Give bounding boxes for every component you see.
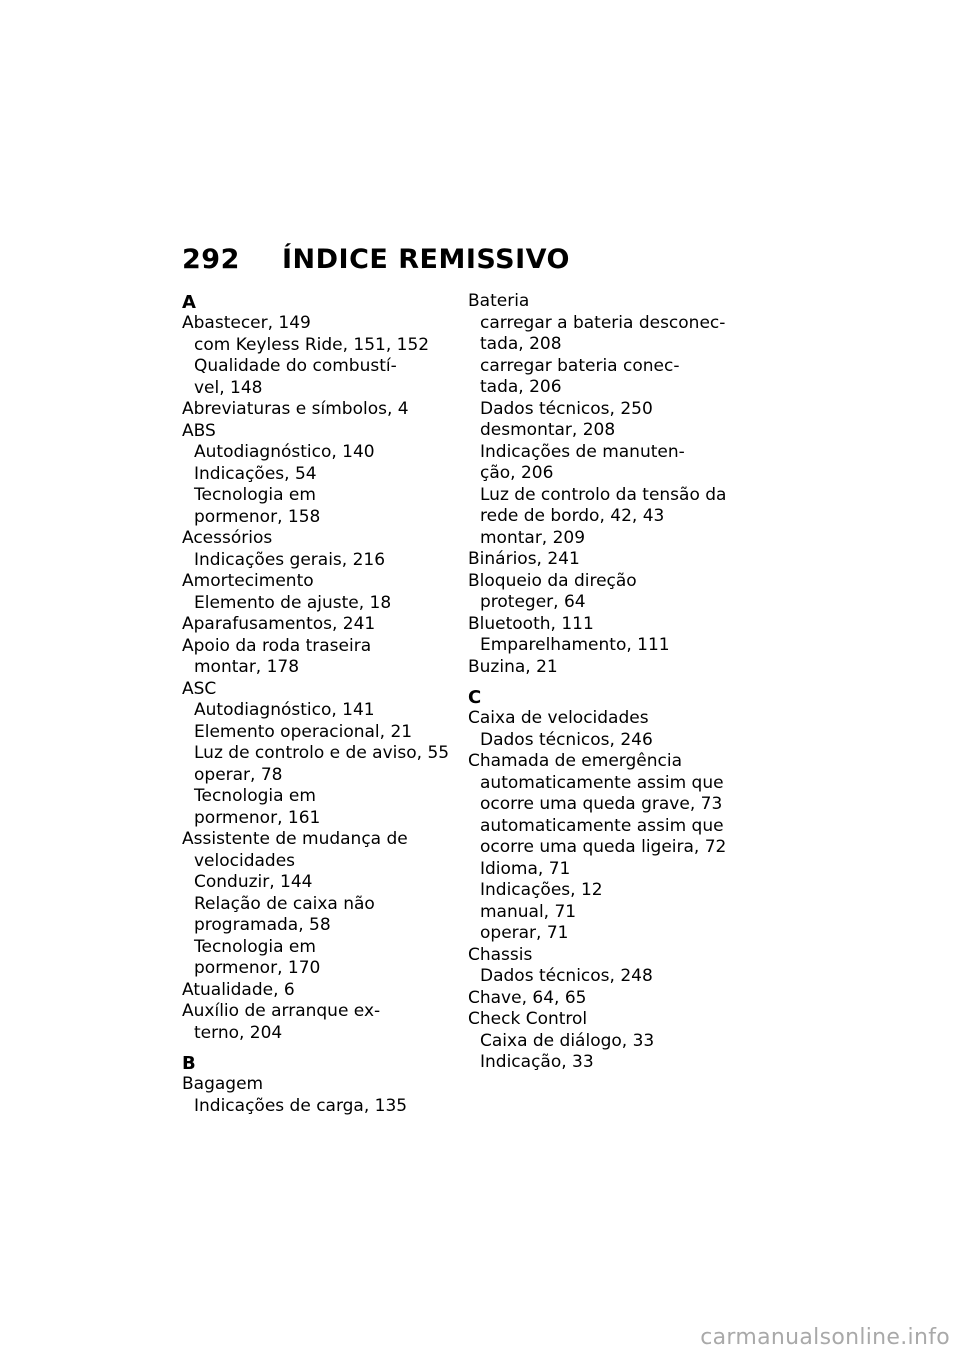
index-subentry: pormenor, 161 bbox=[194, 807, 321, 828]
index-entry: Auxílio de arranque ex- bbox=[182, 1001, 381, 1021]
index-subentry: ocorre uma queda grave, 73 bbox=[480, 794, 723, 814]
index-subentry: automaticamente assim que bbox=[480, 772, 724, 793]
index-column-left bbox=[182, 291, 457, 1117]
index-section-letter: C bbox=[468, 687, 482, 708]
index-entry: Atualidade, 6 bbox=[182, 979, 295, 1000]
index-entry: Bluetooth, 111 bbox=[468, 613, 594, 634]
page-number: 292 bbox=[182, 244, 240, 275]
index-subentry: Dados técnicos, 246 bbox=[480, 729, 653, 750]
index-subentry: pormenor, 170 bbox=[194, 958, 321, 978]
index-entry: Caixa de velocidades bbox=[468, 708, 649, 728]
index-subentry: ocorre uma queda ligeira, 72 bbox=[480, 837, 727, 857]
index-subentry: Tecnologia em bbox=[194, 786, 316, 806]
index-entry: Bagagem bbox=[182, 1074, 264, 1094]
index-entry: ASC bbox=[182, 678, 217, 699]
index-subentry: operar, 78 bbox=[194, 764, 283, 785]
index-subentry: pormenor, 158 bbox=[194, 506, 321, 527]
index-subentry: Luz de controlo e de aviso, 55 bbox=[194, 743, 450, 763]
index-subentry: Luz de controlo da tensão da bbox=[480, 484, 727, 505]
index-subentry: Elemento operacional, 21 bbox=[194, 721, 413, 742]
index-entry: Chave, 64, 65 bbox=[468, 987, 587, 1008]
index-subentry: Qualidade do combustí- bbox=[194, 356, 397, 376]
index-subentry: Elemento de ajuste, 18 bbox=[194, 592, 392, 613]
index-subentry: carregar a bateria desconec- bbox=[480, 312, 726, 333]
index-entry: ABS bbox=[182, 420, 216, 441]
index-subentry: Conduzir, 144 bbox=[194, 872, 313, 892]
index-subentry: manual, 71 bbox=[480, 901, 577, 922]
index-subentry: montar, 178 bbox=[194, 657, 300, 677]
index-subentry: Indicações gerais, 216 bbox=[194, 549, 386, 570]
index-subentry: Caixa de diálogo, 33 bbox=[480, 1030, 655, 1051]
index-subentry: vel, 148 bbox=[194, 377, 263, 398]
index-subentry: Indicação, 33 bbox=[480, 1052, 594, 1072]
index-subentry: Emparelhamento, 111 bbox=[480, 635, 670, 655]
page-header bbox=[182, 244, 570, 275]
index-entry: Bloqueio da direção bbox=[468, 570, 637, 591]
index-entry: Bateria bbox=[468, 291, 530, 311]
index-section-letter: B bbox=[182, 1053, 196, 1074]
index-subentry: Dados técnicos, 250 bbox=[480, 398, 653, 419]
index-subentry: Indicações, 54 bbox=[194, 463, 317, 484]
index-subentry: carregar bateria conec- bbox=[480, 355, 680, 376]
index-entry: Abastecer, 149 bbox=[182, 313, 311, 333]
index-subentry: Autodiagnóstico, 140 bbox=[194, 442, 375, 462]
index-subentry: Indicações, 12 bbox=[480, 880, 603, 900]
index-entry: Buzina, 21 bbox=[468, 656, 558, 677]
index-subentry: Tecnologia em bbox=[194, 485, 316, 505]
index-entry: Chamada de emergência bbox=[468, 751, 682, 771]
index-subentry: Autodiagnóstico, 141 bbox=[194, 700, 375, 720]
index-subentry: ção, 206 bbox=[480, 463, 554, 483]
index-entry: Check Control bbox=[468, 1009, 588, 1029]
index-subentry: tada, 206 bbox=[480, 377, 562, 397]
page-title: ÍNDICE REMISSIVO bbox=[282, 244, 571, 275]
index-subentry: tada, 208 bbox=[480, 334, 562, 354]
index-subentry: programada, 58 bbox=[194, 915, 331, 935]
index-subentry: Relação de caixa não bbox=[194, 893, 375, 914]
index-subentry: com Keyless Ride, 151, 152 bbox=[194, 334, 430, 355]
index-subentry: operar, 71 bbox=[480, 923, 569, 943]
index-entry: Apoio da roda traseira bbox=[182, 635, 372, 656]
index-subentry: velocidades bbox=[194, 850, 296, 871]
index-subentry: desmontar, 208 bbox=[480, 420, 616, 440]
index-subentry: automaticamente assim que bbox=[480, 815, 724, 836]
index-subentry: Idioma, 71 bbox=[480, 858, 571, 879]
index-subentry: Tecnologia em bbox=[194, 936, 316, 957]
index-subentry: proteger, 64 bbox=[480, 592, 586, 612]
index-subentry: Indicações de carga, 135 bbox=[194, 1095, 408, 1116]
watermark: carmanualsonline.info bbox=[700, 1325, 950, 1350]
index-subentry: rede de bordo, 42, 43 bbox=[480, 506, 665, 526]
index-entry: Aparafusamentos, 241 bbox=[182, 614, 376, 634]
index-entry: Binários, 241 bbox=[468, 549, 580, 569]
index-entry: Amortecimento bbox=[182, 571, 314, 591]
index-subentry: montar, 209 bbox=[480, 527, 586, 548]
index-section-letter: A bbox=[182, 292, 196, 313]
index-subentry: Dados técnicos, 248 bbox=[480, 966, 653, 986]
index-entry: Acessórios bbox=[182, 528, 273, 548]
index-subentry: terno, 204 bbox=[194, 1022, 283, 1043]
index-entry: Assistente de mudança de bbox=[182, 829, 408, 849]
index-entry: Chassis bbox=[468, 944, 533, 965]
index-column-right bbox=[468, 291, 743, 1074]
index-subentry: Indicações de manuten- bbox=[480, 441, 685, 462]
index-entry: Abreviaturas e símbolos, 4 bbox=[182, 399, 409, 419]
